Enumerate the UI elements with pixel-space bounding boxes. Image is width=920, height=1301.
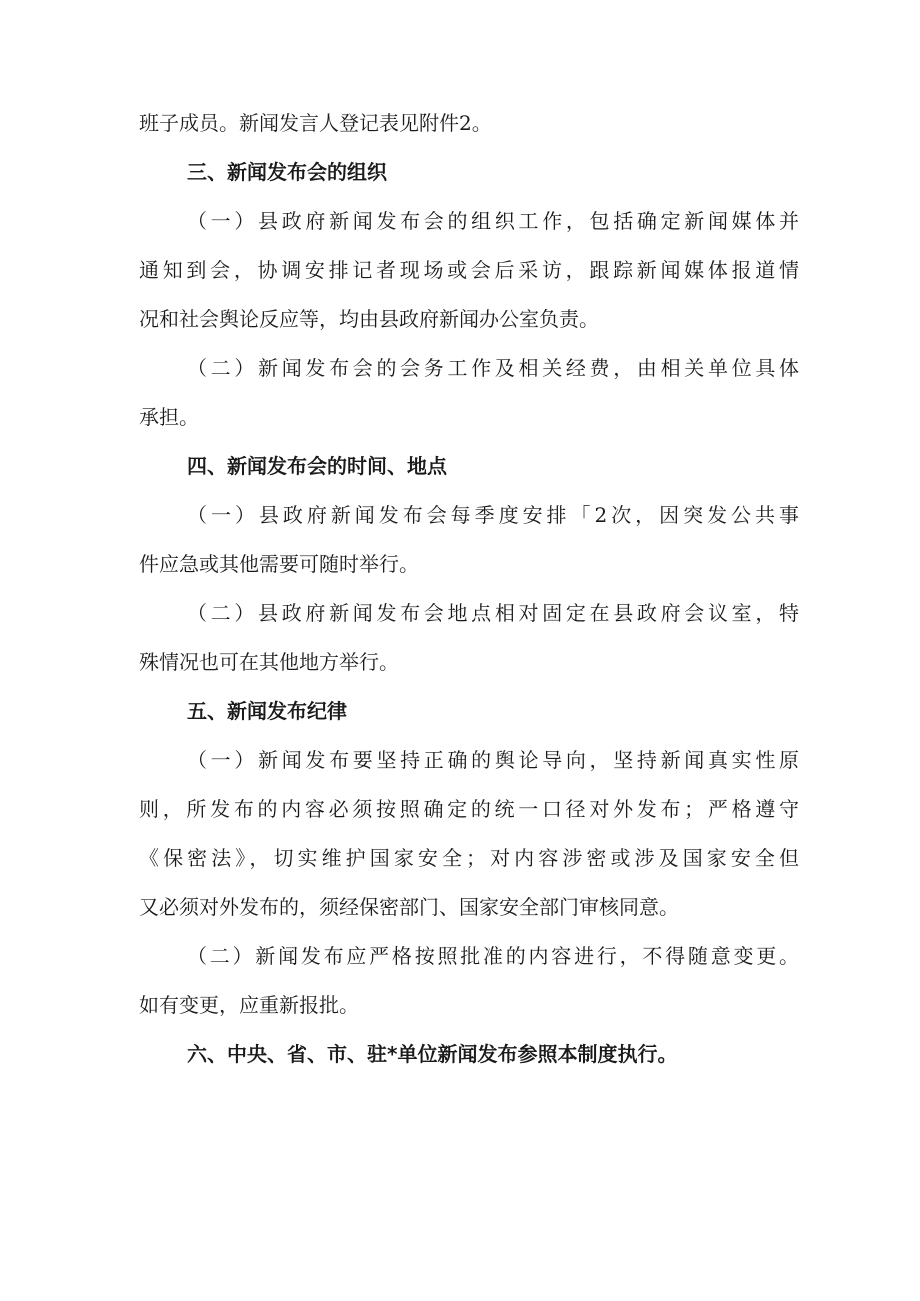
paragraph-line: 《保密法》，切实维护国家安全；对内容涉密或涉及国家安全但 [139, 846, 799, 870]
paragraph-line: 况和社会舆论反应等，均由县政府新闻办公室负责。 [139, 307, 599, 331]
paragraph-line: （一）县政府新闻发布会的组织工作，包括确定新闻媒体并 [187, 209, 799, 233]
paragraph-line: （二）新闻发布应严格按照批准的内容进行，不得随意变更。 [187, 944, 799, 968]
paragraph-line: 件应急或其他需要可随时举行。 [139, 552, 419, 576]
paragraph-line: 则，所发布的内容必须按照确定的统一口径对外发布；严格遵守 [139, 797, 799, 821]
paragraph-line: （一）新闻发布要坚持正确的舆论导向，坚持新闻真实性原 [187, 748, 799, 772]
paragraph-line: 通知到会，协调安排记者现场或会后采访，跟踪新闻媒体报道情 [139, 258, 799, 282]
paragraph-line: （二）新闻发布会的会务工作及相关经费，由相关单位具体 [187, 356, 799, 380]
paragraph-line: （一）县政府新闻发布会每季度安排「2次，因突发公共事 [187, 503, 799, 527]
paragraph-line: 又必须对外发布的，须经保密部门、国家安全部门审核同意。 [139, 895, 679, 919]
section-heading: 六、中央、省、市、驻*单位新闻发布参照本制度执行。 [187, 1042, 678, 1066]
paragraph-line: 班子成员。新闻发言人登记表见附件2。 [139, 111, 492, 135]
section-heading: 四、新闻发布会的时间、地点 [187, 454, 447, 478]
paragraph-line: 承担。 [139, 405, 199, 429]
paragraph-line: 如有变更，应重新报批。 [139, 993, 359, 1017]
section-heading: 五、新闻发布纪律 [187, 699, 347, 723]
paragraph-line: （二）县政府新闻发布会地点相对固定在县政府会议室，特 [187, 601, 799, 625]
section-heading: 三、新闻发布会的组织 [187, 160, 387, 184]
paragraph-line: 殊情况也可在其他地方举行。 [139, 650, 399, 674]
